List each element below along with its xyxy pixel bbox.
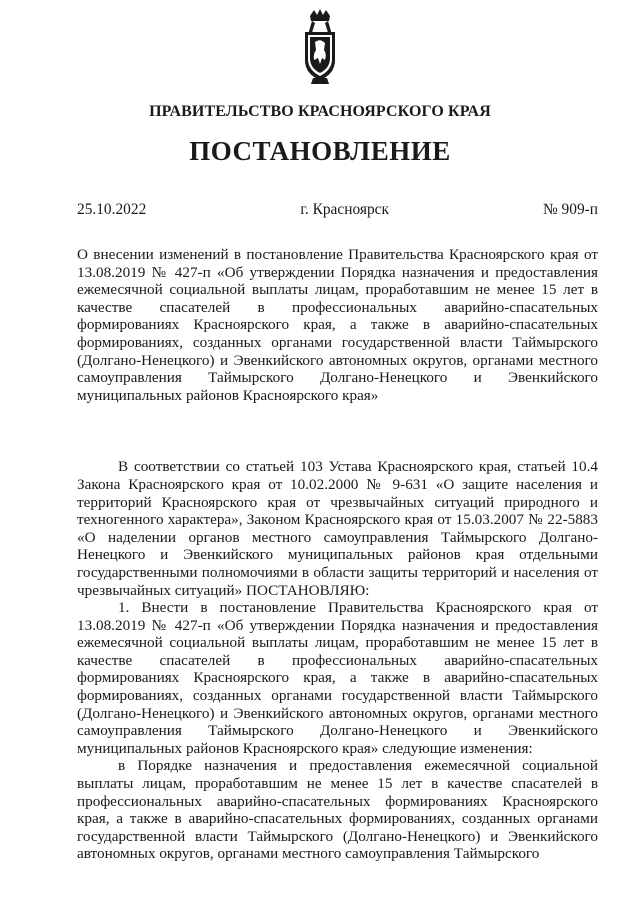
- document-date: 25.10.2022: [77, 201, 147, 218]
- item-1-subparagraph: в Порядке назначения и предоставления ежемесячной социальной выплаты лицам, проработавшим не менее 15 лет в качестве спасателей в профессиональных аварийно-спасательных формированиях Красноярского края, а также в аварийно-спасательных формированиях, созданных органами государственной власти Таймырского (Долгано-Ненецкого) и Эвенкийского автономных округов, органами местного самоуправления Таймырского: [77, 757, 598, 863]
- document-title: О внесении изменений в постановление Правительства Красноярского края от 13.08.2019 № 427-п «Об утверждении Порядка назначения и предоставления ежемесячной социальной выплаты лицам, проработавшим не менее 15 лет в качестве спасателей в профессиональных аварийно-спасательных формированиях Красноярского края, а также в аварийно-спасательных формированиях, созданных органами государственной власти Таймырского (Долгано-Ненецкого) и Эвенкийского автономных округов, органами местного самоуправления Таймырского Долгано-Ненецкого и Эвенкийского муниципальных районов Красноярского края»: [77, 246, 598, 404]
- coat-of-arms-icon: [296, 8, 344, 88]
- authority-name: ПРАВИТЕЛЬСТВО КРАСНОЯРСКОГО КРАЯ: [149, 103, 491, 120]
- document-body: [77, 246, 598, 863]
- preamble-paragraph: В соответствии со статьей 103 Устава Красноярского края, статьей 10.4 Закона Красноярского края от 10.02.2000 № 9-631 «О защите населения и территорий Красноярского края от чрезвычайных ситуаций природного и техногенного характера», Законом Красноярского края от 15.03.2007 № 22-5883 «О наделении органов местного самоуправления Таймырского Долгано-Ненецкого и Эвенкийского муниципальных районов края отдельными государственными полномочиями в области защиты территорий и населения от чрезвычайных ситуаций» ПОСТАНОВЛЯЮ:: [77, 458, 598, 599]
- document-number: № 909-п: [543, 201, 598, 218]
- document-meta: [77, 201, 598, 221]
- item-1-paragraph: 1. Внести в постановление Правительства Красноярского края от 13.08.2019 № 427-п «Об утверждении Порядка назначения и предоставления ежемесячной социальной выплаты лицам, проработавшим не менее 15 лет в качестве спасателей в профессиональных аварийно-спасательных формированиях Красноярского края, а также в аварийно-спасательных формированиях, созданных органами государственной власти Таймырского (Долгано-Ненецкого) и Эвенкийского автономных округов, органами местного самоуправления Таймырского Долгано-Ненецкого и Эвенкийского муниципальных районов Красноярского края» следующие изменения:: [77, 599, 598, 757]
- document-city: г. Красноярск: [300, 201, 389, 218]
- document-type: ПОСТАНОВЛЕНИЕ: [189, 136, 451, 166]
